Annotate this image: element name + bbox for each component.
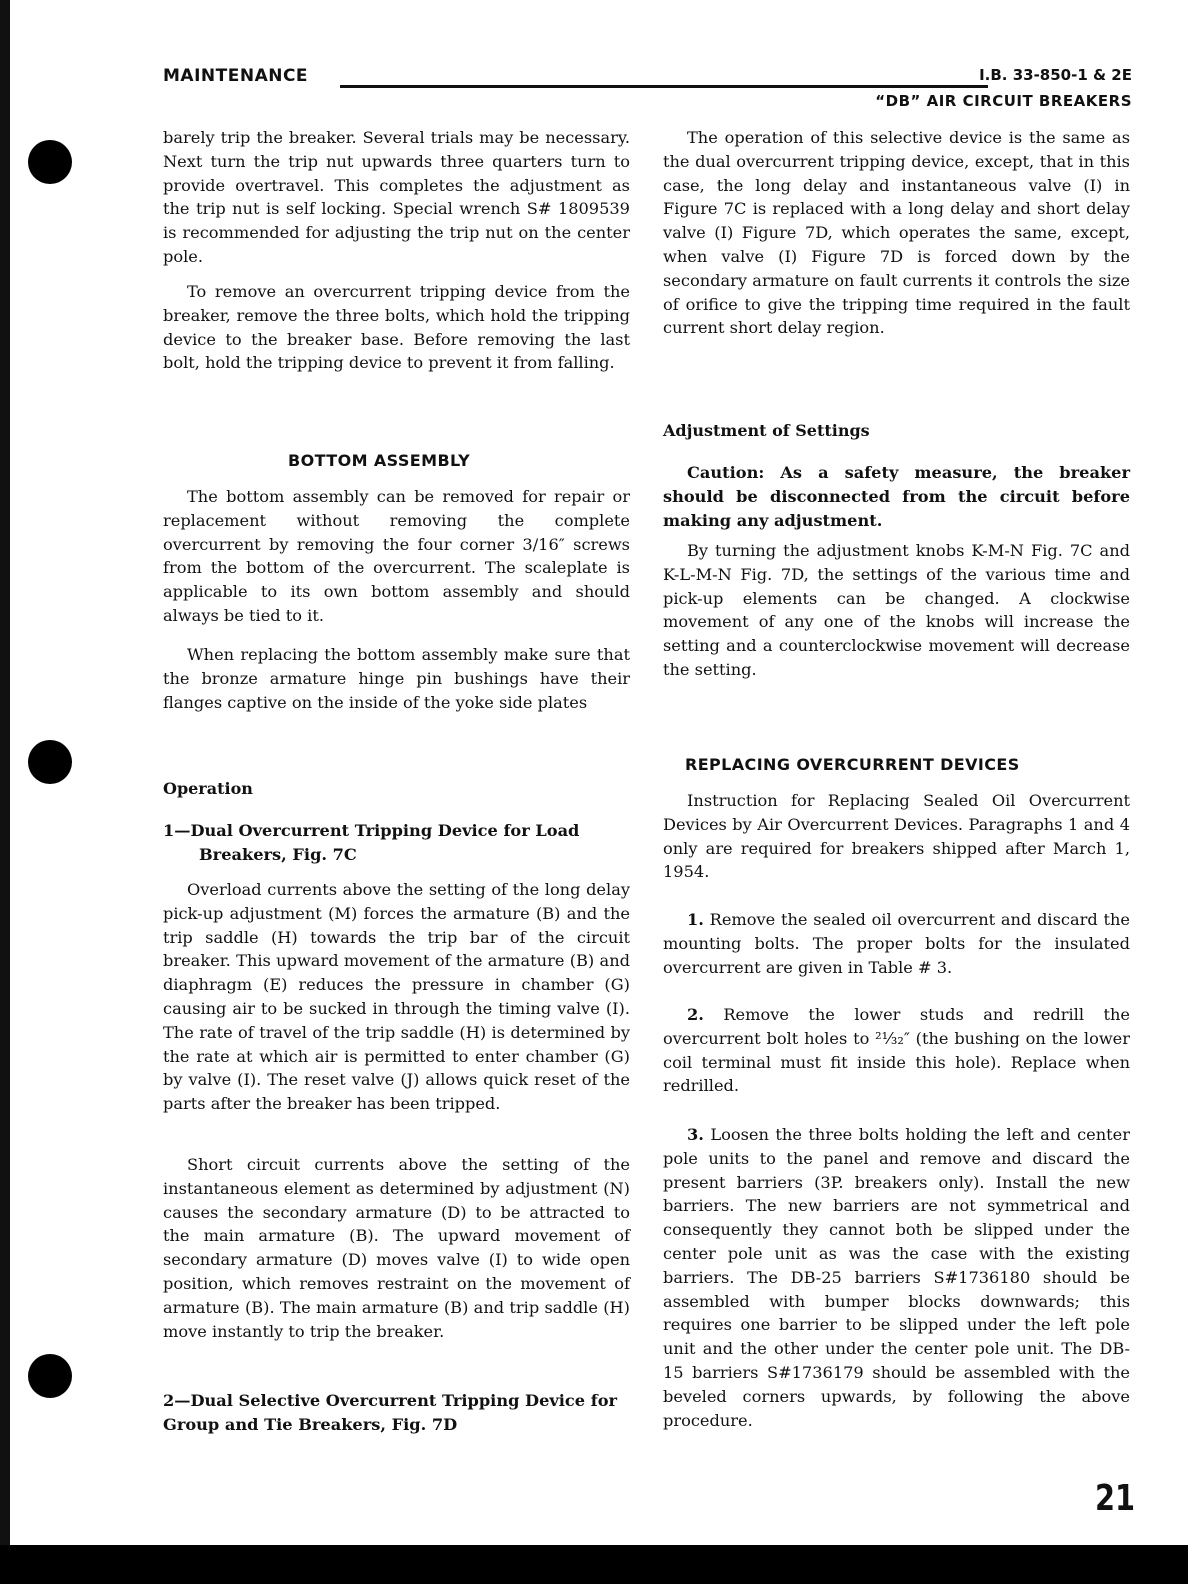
paragraph: Short circuit currents above the setting of the instantaneous element as determined by adjustment (N) causes the secondary armature (D) to be attracted to the main armature (B). The upward movement of secondary armature (D) moves valve (I) to wide open position, which removes restraint on the movement of armature (B). The main armature (B) and trip saddle (H) move instantly to trip the breaker. — [163, 1155, 630, 1341]
step-number: 3. — [687, 1125, 704, 1144]
scan-bottom-border — [0, 1545, 1188, 1584]
paragraph: The bottom assembly can be removed for repair or replacement without removing the complete overcurrent by removing the four corner 3/16″ screws from the bottom of the overcurrent. The scaleplate is applicable to its own bottom assembly and should always be tied to it. — [163, 487, 630, 625]
punch-hole — [28, 1354, 72, 1398]
page-number: 21 — [1095, 1478, 1136, 1519]
paragraph: The operation of this selective device is the same as the dual overcurrent tripping device, except, that in this case, the long delay and instantaneous valve (I) in Figure 7C is replaced with a long delay and short delay valve (I) Figure 7D, which operates the same, except, when valve (I) Figure 7D is forced down by the secondary armature on fault currents it controls the size of orifice to give the tripping time required in the fault current short delay region. — [663, 128, 1130, 338]
header-rule — [340, 85, 988, 88]
step-text: Remove the lower studs and redrill the overcurrent bolt holes to ²¹⁄₃₂″ (the bushing on the lower coil terminal must fit inside this hole). Replace when redrilled. — [663, 1005, 1130, 1096]
step-3 — [663, 1123, 1130, 1432]
step-2 — [663, 1003, 1130, 1098]
section-heading: BOTTOM ASSEMBLY — [288, 451, 471, 470]
document-id: I.B. 33-850-1 & 2E — [979, 66, 1132, 84]
punch-hole — [28, 140, 72, 184]
list-heading: 2—Dual Selective Overcurrent Tripping Device for Group and Tie Breakers, Fig. 7D — [163, 1391, 618, 1434]
scan-edge — [0, 0, 10, 1584]
caution-paragraph: Caution: As a safety measure, the breaker should be disconnected from the circuit before making any adjustment. — [663, 463, 1130, 530]
step-text: Loosen the three bolts holding the left and center pole units to the panel and remove and discard the present barriers (3P. breakers only). Install the new barriers. The new barriers are not symmetrical and consequently they cannot both be slipped under the center pole unit as was the case with the existing barriers. The DB-25 barriers S#1736180 should be assembled with bumper blocks downwards; this requires one barrier to be slipped under the left pole unit and the other under the center pole unit. The DB-15 barriers S#1736179 should be assembled with the beveled corners upwards, by following the above procedure. — [663, 1125, 1130, 1430]
paragraph: When replacing the bottom assembly make sure that the bronze armature hinge pin bushings have their flanges captive on the inside of the yoke side plates — [163, 645, 630, 712]
product-title: “DB” AIR CIRCUIT BREAKERS — [875, 92, 1132, 110]
subheading: Adjustment of Settings — [663, 421, 870, 440]
paragraph: To remove an overcurrent tripping device from the breaker, remove the three bolts, which hold the tripping device to the breaker base. Before removing the last bolt, hold the tripping device to prevent it from falling. — [163, 282, 630, 373]
paragraph: barely trip the breaker. Several trials may be necessary. Next turn the trip nut upwards three quarters turn to provide overtravel. This completes the adjustment as the trip nut is self locking. Special wrench S# 1809539 is recommended for adjusting the trip nut on the center pole. — [163, 128, 630, 266]
paragraph: Overload currents above the setting of the long delay pick-up adjustment (M) forces the armature (B) and the trip saddle (H) towards the trip bar of the circuit breaker. This upward movement of the armature (B) and diaphragm (E) reduces the pressure in chamber (G) causing air to be sucked in through the timing valve (I). The rate of travel of the trip saddle (H) is determined by the rate at which air is permitted to enter chamber (G) by valve (I). The reset valve (J) allows quick reset of the parts after the breaker has been tripped. — [163, 880, 630, 1114]
subheading: Operation — [163, 779, 253, 798]
list-heading: 1—Dual Overcurrent Tripping Device for Load Breakers, Fig. 7C — [163, 821, 580, 864]
paragraph: By turning the adjustment knobs K-M-N Fig. 7C and K-L-M-N Fig. 7D, the settings of the various time and pick-up elements can be changed. A clockwise movement of any one of the knobs will increase the setting and a counterclockwise movement will decrease the setting. — [663, 541, 1130, 679]
step-number: 2. — [687, 1005, 704, 1024]
punch-hole — [28, 740, 72, 784]
step-number: 1. — [687, 910, 704, 929]
paragraph: Instruction for Replacing Sealed Oil Overcurrent Devices by Air Overcurrent Devices. Paragraphs 1 and 4 only are required for breakers shipped after March 1, 1954. — [663, 791, 1130, 882]
section-header: MAINTENANCE — [163, 66, 309, 86]
step-1 — [663, 908, 1130, 979]
step-text: Remove the sealed oil overcurrent and discard the mounting bolts. The proper bolts for the insulated overcurrent are given in Table # 3. — [663, 910, 1130, 977]
section-heading: REPLACING OVERCURRENT DEVICES — [685, 755, 1020, 774]
